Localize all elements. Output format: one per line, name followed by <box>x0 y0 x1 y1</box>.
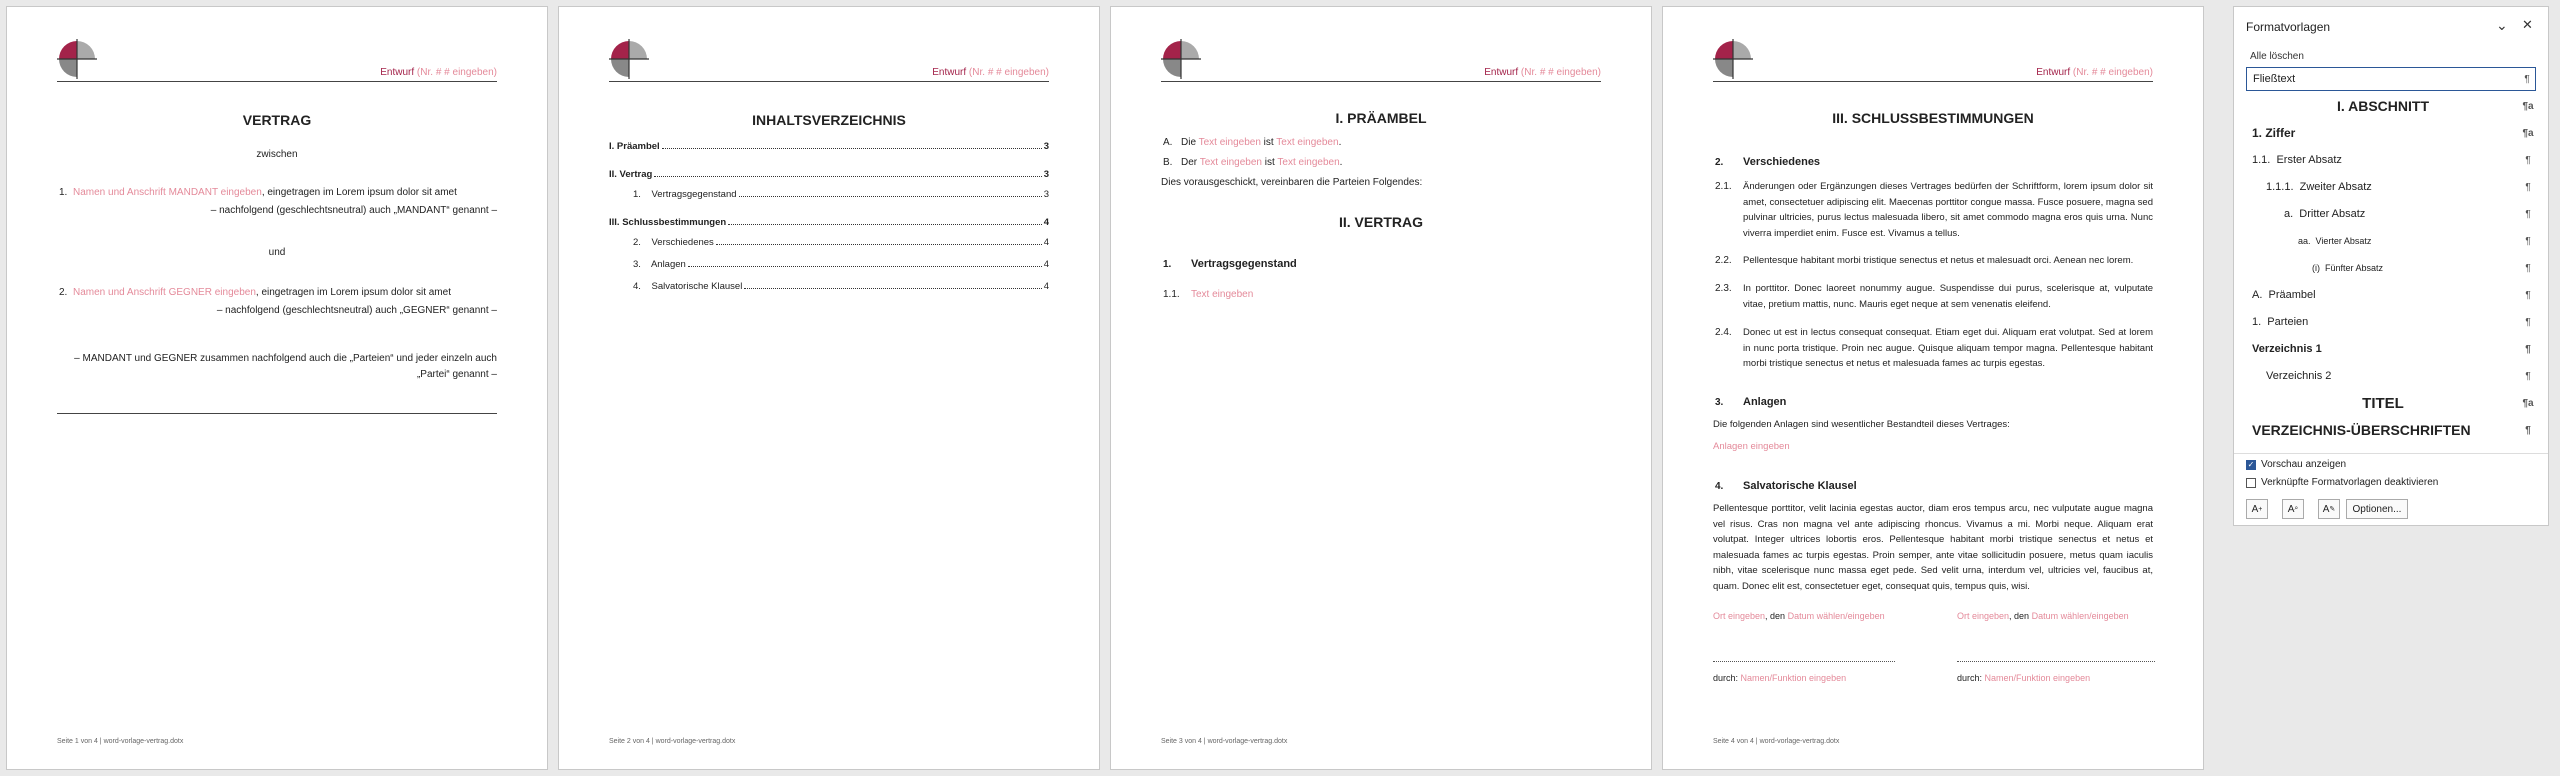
salvatorische-klausel-text: Pellentesque porttitor, velit lacinia egestas auctor, diam eros tempus arcu, nec vulputate augue magna vel risus. Cras non magna vel ante adipiscing rhoncus. Vivamus a mi. Morbi neque. Aliquam erat volutpat. Integer ultrices lobortis eros. Pellentesque habitant morbi tristique senectus et netus et malesuada fames ac turpis egestas. Proin semper, ante vitae sollicitudin posuere, metus quam iaculis nibh, vitae scelerisque nunc massa eget pede. Sed velit urna, interdum vel, ultricies vel, faucibus at, quam. Donec elit est, consectetuer eget, consequat quis, tempus quis, wisi. <box>1713 503 2153 592</box>
preamble-b: Der Text eingeben ist Text eingeben. <box>1181 157 1343 168</box>
between-text: zwischen <box>256 149 298 160</box>
page-footer: Seite 1 von 4 | word-vorlage-vertrag.dotx <box>57 738 184 745</box>
paragraph-icon: ¶ <box>2524 73 2530 85</box>
show-preview-option[interactable]: ✓ Vorschau anzeigen <box>2247 459 2347 470</box>
style-verzeichnis-1[interactable]: Verzeichnis 1 ¶ <box>2246 337 2536 361</box>
toc-entry[interactable]: I. Präambel 3 <box>609 141 1049 152</box>
style-fuenfter-absatz[interactable]: (i) Fünfter Absatz ¶ <box>2246 256 2536 280</box>
signature-by-right: durch: Namen/Funktion eingeben <box>1957 673 2091 683</box>
item-number: 1.1. <box>1163 289 1180 300</box>
styles-pane <box>2233 6 2549 526</box>
party1-placeholder[interactable]: Namen und Anschrift MANDANT eingeben <box>73 187 262 198</box>
style-erster-absatz[interactable]: 1.1. Erster Absatz ¶ <box>2246 148 2536 172</box>
nr-placeholder[interactable]: Nr. # # eingeben <box>420 67 494 78</box>
page-title: VERTRAG <box>242 112 312 128</box>
draft-header: Entwurf (Nr. # # eingeben) <box>932 67 1049 78</box>
page-footer: Seite 2 von 4 | word-vorlage-vertrag.dotx <box>609 738 736 745</box>
page-3 <box>1110 6 1652 770</box>
style-praeambel[interactable]: A. Präambel ¶ <box>2246 283 2536 307</box>
item-number: 2.2. <box>1715 255 1732 266</box>
new-style-button[interactable]: A + <box>2246 499 2268 519</box>
paragraph-2-1: Änderungen oder Ergänzungen dieses Vertrages bedürfen der Schriftform, lorem ipsum dolor sit amet, consectetuer adipiscing elit. Maecenas porttitor congue massa. Fusce posuere, magna sed pulvinar ultricies, purus lectus malesuada libero, sit amet commodo magna eros quis urna. Nunc viverra imperdiet enim. Fusce est. Vivamus a tellus. <box>1743 181 2153 239</box>
text-placeholder[interactable]: Text eingeben <box>1276 137 1339 148</box>
text-placeholder[interactable]: Text eingeben <box>1199 157 1262 168</box>
linked-style-icon: ¶a <box>2522 100 2534 112</box>
item-number: 2. <box>1715 157 1724 168</box>
item-number: B. <box>1163 157 1173 168</box>
item-number: 1. <box>59 187 68 198</box>
draft-header: Entwurf (Nr. # # eingeben) <box>380 67 497 78</box>
anlagen-placeholder[interactable]: Anlagen eingeben <box>1713 441 1790 452</box>
company-logo <box>609 39 649 79</box>
paragraph-icon: ¶ <box>2525 370 2531 382</box>
paragraph-icon: ¶ <box>2525 316 2531 328</box>
item-number: 4. <box>1715 481 1724 492</box>
company-logo <box>1713 39 1753 79</box>
disable-linked-styles-option[interactable]: Verknüpfte Formatvorlagen deaktivieren <box>2246 477 2438 488</box>
pane-divider <box>2234 453 2548 454</box>
paragraph-icon: ¶ <box>2525 424 2531 436</box>
text-placeholder[interactable]: Text eingeben <box>1198 137 1261 148</box>
preamble-intro: Dies vorausgeschickt, vereinbaren die Parteien Folgendes: <box>1161 177 1423 188</box>
nr-placeholder[interactable]: Nr. # # eingeben <box>2076 67 2150 78</box>
place-placeholder[interactable]: Ort eingeben <box>1713 611 1766 621</box>
paragraph-2-4: Donec ut est in lectus consequat consequat. Etiam eget dui. Aliquam erat volutpat. Sed at lorem in nunc porta tristique. Proin nec augue. Quisque aliquam tempor magna. Pellentesque habitant morbi tristique senectus et netus et malesuada fames ac turpis egestas. <box>1743 327 2153 369</box>
draft-header: Entwurf (Nr. # # eingeben) <box>2036 67 2153 78</box>
date-placeholder[interactable]: Datum wählen/eingeben <box>1787 611 1885 621</box>
item-number: 3. <box>1715 397 1724 408</box>
company-logo <box>57 39 97 79</box>
linked-style-icon: ¶a <box>2522 397 2534 409</box>
anlagen-text: Die folgenden Anlagen sind wesentlicher Bestandteil dieses Vertrages: <box>1713 419 2010 430</box>
draft-header: Entwurf (Nr. # # eingeben) <box>1484 67 1601 78</box>
toc-entry[interactable]: II. Vertrag 3 <box>609 169 1049 180</box>
page-footer: Seite 3 von 4 | word-vorlage-vertrag.dotx <box>1161 738 1288 745</box>
page-footer: Seite 4 von 4 | word-vorlage-vertrag.dotx <box>1713 738 1840 745</box>
header-rule <box>57 81 497 82</box>
preamble-a: Die Text eingeben ist Text eingeben. <box>1181 137 1342 148</box>
linked-style-icon: ¶a <box>2522 127 2534 139</box>
page-1 <box>6 6 548 770</box>
party1-designation: – nachfolgend (geschlechtsneutral) auch „MANDANT“ genannt – <box>210 205 497 216</box>
item-number: 2.4. <box>1715 327 1732 338</box>
style-verzeichnis-ueberschriften[interactable]: VERZEICHNIS-ÜBERSCHRIFTEN ¶ <box>2246 418 2536 442</box>
signature-place-date-left: Ort eingeben, den Datum wählen/eingeben <box>1713 611 1885 621</box>
style-vierter-absatz[interactable]: aa. Vierter Absatz ¶ <box>2246 229 2536 253</box>
heading-vertragsgegenstand: Vertragsgegenstand <box>1191 258 1297 270</box>
text-placeholder[interactable]: Text eingeben <box>1277 157 1340 168</box>
checkbox-checked-icon[interactable]: ✓ <box>2247 460 2255 469</box>
item-number: 2. <box>59 287 68 298</box>
style-inspector-button[interactable]: A ⌕ <box>2282 499 2304 519</box>
checkbox-unchecked-icon[interactable] <box>2246 478 2256 488</box>
header-rule <box>1161 81 1601 82</box>
paragraph-icon: ¶ <box>2525 235 2531 247</box>
party2-line: Namen und Anschrift GEGNER eingeben, eingetragen im Lorem ipsum dolor sit amet <box>73 287 451 298</box>
paragraph-icon: ¶ <box>2525 262 2531 274</box>
place-placeholder[interactable]: Ort eingeben <box>1957 611 2010 621</box>
style-titel[interactable]: TITEL ¶a <box>2246 391 2536 415</box>
close-icon[interactable]: ✕ <box>2522 17 2533 32</box>
toc-title: INHALTSVERZEICHNIS <box>752 112 906 128</box>
manage-styles-button[interactable]: A ✎ <box>2318 499 2340 519</box>
style-verzeichnis-2[interactable]: Verzeichnis 2 ¶ <box>2246 364 2536 388</box>
manage-styles-icon: A <box>2322 503 2330 515</box>
party1-line: Namen und Anschrift MANDANT eingeben, eingetragen im Lorem ipsum dolor sit amet <box>73 187 457 198</box>
style-parteien[interactable]: 1. Parteien ¶ <box>2246 310 2536 334</box>
end-rule <box>57 413 497 414</box>
options-button[interactable]: Optionen... <box>2346 499 2408 519</box>
toc-entry[interactable]: 2. Verschiedenes 4 <box>633 237 1049 248</box>
parties-line-2: „Partei“ genannt – <box>416 369 497 380</box>
style-abschnitt[interactable]: I. ABSCHNITT ¶a <box>2246 94 2536 118</box>
chevron-down-icon[interactable]: ⌄ <box>2496 17 2508 33</box>
item-number: 1. <box>1163 259 1172 270</box>
style-zweiter-absatz[interactable]: 1.1.1. Zweiter Absatz ¶ <box>2246 175 2536 199</box>
paragraph-icon: ¶ <box>2525 208 2531 220</box>
toc-entry[interactable]: III. Schlussbestimmungen 4 <box>609 217 1049 228</box>
page-2 <box>558 6 1100 770</box>
paragraph-2-3: In porttitor. Donec laoreet nonummy augue. Suspendisse dui purus, scelerisque at, vulputate vitae, pretium mattis, nunc. Mauris eget neque at sem venenatis eleifend. <box>1743 283 2153 310</box>
party2-designation: – nachfolgend (geschlechtsneutral) auch „GEGNER“ genannt – <box>216 305 497 316</box>
heading-salvatorische-klausel: Salvatorische Klausel <box>1743 480 1857 492</box>
toc-entry[interactable]: 1. Vertragsgegenstand 3 <box>633 189 1049 200</box>
style-inspector-icon: A <box>2287 503 2295 515</box>
nr-placeholder[interactable]: Nr. # # eingeben <box>1524 67 1598 78</box>
toc-entry[interactable]: 3. Anlagen 4 <box>633 259 1049 270</box>
paragraph-icon: ¶ <box>2525 289 2531 301</box>
page-4 <box>1662 6 2204 770</box>
style-ziffer[interactable]: 1. Ziffer ¶a <box>2246 121 2536 145</box>
section-title-contract: II. VERTRAG <box>1338 214 1423 230</box>
heading-anlagen: Anlagen <box>1743 396 1787 408</box>
paragraph-icon: ¶ <box>2525 343 2531 355</box>
and-text: und <box>268 247 286 258</box>
header-rule <box>609 81 1049 82</box>
section-title-final: III. SCHLUSSBESTIMMUNGEN <box>1832 110 2034 126</box>
signature-place-date-right: Ort eingeben, den Datum wählen/eingeben <box>1957 611 2129 621</box>
text-placeholder[interactable]: Text eingeben <box>1191 289 1254 300</box>
paragraph-icon: ¶ <box>2525 181 2531 193</box>
party2-placeholder[interactable]: Namen und Anschrift GEGNER eingeben <box>73 287 256 298</box>
style-dritter-absatz[interactable]: a. Dritter Absatz ¶ <box>2246 202 2536 226</box>
date-placeholder[interactable]: Datum wählen/eingeben <box>2031 611 2129 621</box>
nr-placeholder[interactable]: Nr. # # eingeben <box>972 67 1046 78</box>
signature-line-left <box>1713 661 1895 662</box>
company-logo <box>1161 39 1201 79</box>
pane-title: Formatvorlagen <box>2246 20 2331 34</box>
name-placeholder[interactable]: Namen/Funktion eingeben <box>1984 673 2091 683</box>
heading-verschiedenes: Verschiedenes <box>1743 156 1821 168</box>
new-style-icon: A <box>2251 503 2259 515</box>
name-placeholder[interactable]: Namen/Funktion eingeben <box>1740 673 1847 683</box>
item-number: 2.1. <box>1715 181 1732 192</box>
section-title-preamble: I. PRÄAMBEL <box>1335 110 1427 126</box>
paragraph-icon: ¶ <box>2525 154 2531 166</box>
clear-all-style[interactable]: Alle löschen <box>2250 51 2304 62</box>
item-number: A. <box>1163 137 1173 148</box>
style-fliesstext[interactable]: Fließtext ¶ <box>2246 67 2536 91</box>
header-rule <box>1713 81 2153 82</box>
paragraph-2-2: Pellentesque habitant morbi tristique senectus et netus et malesuadt orci. Aenean nec lorem. <box>1743 255 2134 266</box>
item-number: 2.3. <box>1715 283 1732 294</box>
parties-line-1: – MANDANT und GEGNER zusammen nachfolgend auch die „Parteien“ und jeder einzeln auch <box>74 353 497 364</box>
signature-line-right <box>1957 661 2155 662</box>
toc-entry[interactable]: 4. Salvatorische Klausel 4 <box>633 281 1049 292</box>
signature-by-left: durch: Namen/Funktion eingeben <box>1713 673 1847 683</box>
